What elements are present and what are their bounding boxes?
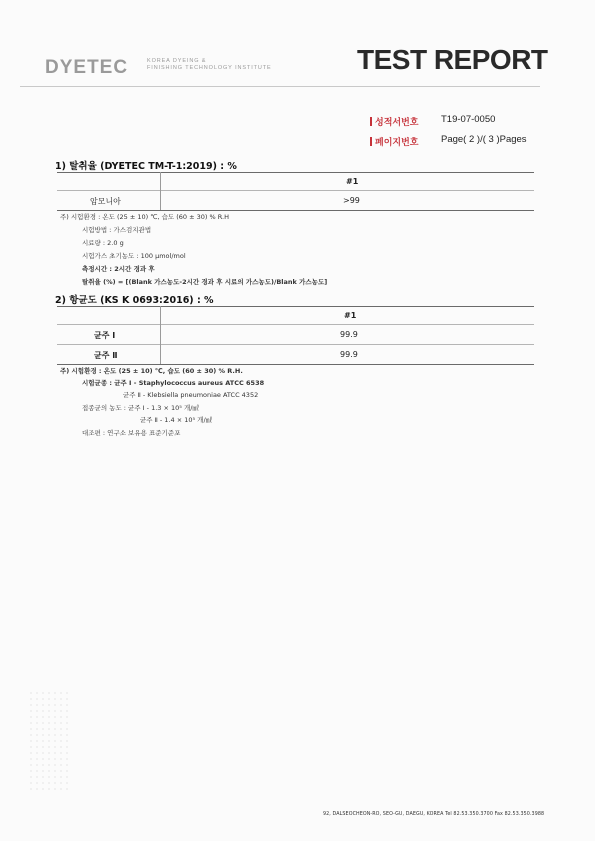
note-line: 균주 Ⅱ - Klebsiella pneumoniae ATCC 4352 xyxy=(123,391,259,399)
row-label: 균주 Ⅱ xyxy=(94,351,118,360)
scan-texture xyxy=(28,690,68,790)
table-rule xyxy=(57,190,534,191)
section-1-heading: 1) 탈취율 (DYETEC TM-T-1:2019) : % xyxy=(55,161,237,172)
row-label: 균주 Ⅰ xyxy=(94,331,116,340)
table-rule xyxy=(57,210,534,211)
row-label: 암모니아 xyxy=(90,197,121,206)
table-rule xyxy=(57,172,534,173)
note-line: 시험균종 : 균주 Ⅰ - Staphylococcus aureus ATCC 6538 xyxy=(82,379,265,387)
section-1-table xyxy=(57,172,534,214)
page-number: Page( 2 )/( 3 )Pages xyxy=(441,134,527,145)
table-column-divider xyxy=(160,306,161,364)
company-logo: DYETEC xyxy=(45,57,129,78)
note-line: 탈취율 (%) = [(Blank 가스농도-2시간 경과 후 시료의 가스농도)/Blank 가스농도] xyxy=(82,278,328,286)
report-title: TEST REPORT xyxy=(357,44,548,75)
column-header: #1 xyxy=(344,311,357,320)
section-2-heading: 2) 항균도 (KS K 0693:2016) : % xyxy=(55,295,214,306)
report-number: T19-07-0050 xyxy=(441,114,496,125)
table-rule xyxy=(57,344,534,345)
table-rule xyxy=(57,364,534,365)
note-line: 측정시간 : 2시간 경과 후 xyxy=(82,265,155,273)
note-line: 주) 시험환경 : 온도 (25 ± 10) ℃, 습도 (60 ± 30) % R.H. xyxy=(60,367,243,375)
footer-address: 92, DALSEOCHEON-RO, SEO-GU, DAEGU, KOREA Tel 82.53.350.3700 Fax 82.53.350.3988 xyxy=(323,812,545,817)
report-number-label xyxy=(370,115,418,128)
header-divider xyxy=(20,86,540,87)
note-line: 균주 Ⅱ - 1.4 × 10⁵ 개/㎖ xyxy=(140,416,213,424)
row-value: >99 xyxy=(343,196,360,205)
row-value: 99.9 xyxy=(340,330,358,339)
company-logo-subtitle xyxy=(147,58,272,72)
row-value: 99.9 xyxy=(340,350,358,359)
page-number-label xyxy=(370,135,418,148)
note-line: 시료량 : 2.0 g xyxy=(82,239,124,247)
column-header: #1 xyxy=(346,177,359,186)
note-line: 대조편 : 연구소 보유용 표준기준포 xyxy=(82,429,181,437)
logo-subtitle-line-1: KOREA DYEING & xyxy=(147,58,207,64)
table-column-divider xyxy=(160,172,161,210)
note-line: 접종균의 농도 : 균주 Ⅰ - 1.3 × 10⁵ 개/㎖ xyxy=(82,404,199,412)
report-number-label-text: 성적서번호 xyxy=(375,118,419,128)
table-rule xyxy=(57,324,534,325)
section-2-table xyxy=(57,306,534,368)
note-line: 시험가스 초기농도 : 100 μmol/mol xyxy=(82,252,186,260)
table-rule xyxy=(57,306,534,307)
label-bar-icon xyxy=(370,117,372,126)
note-line: 주) 시험환경 : 온도 (25 ± 10) ℃, 습도 (60 ± 30) % R.H xyxy=(60,213,229,221)
page-number-label-text: 페이지번호 xyxy=(375,138,419,148)
logo-subtitle-line-2: FINISHING TECHNOLOGY INSTITUTE xyxy=(147,65,272,71)
label-bar-icon xyxy=(370,137,372,146)
note-line: 시험방법 : 가스검지관법 xyxy=(82,226,152,234)
